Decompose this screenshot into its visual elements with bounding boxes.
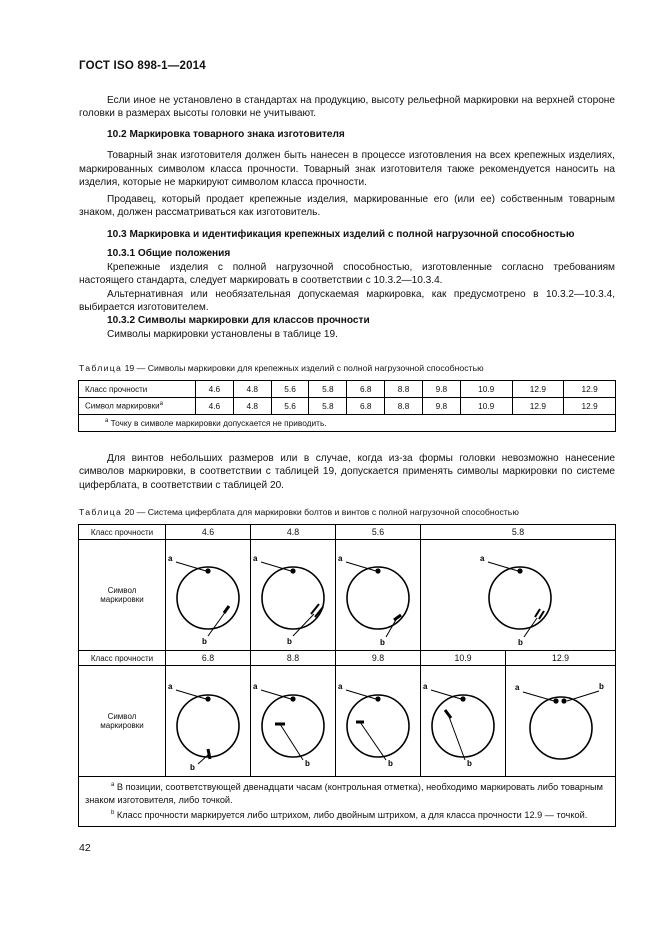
table-20-class-label-2: Класс прочности (79, 651, 166, 666)
table-19-class-cell: 5.6 (271, 381, 309, 398)
label-b: b (598, 682, 604, 691)
clock-diagram-6-8 (166, 666, 250, 774)
section-10-3-2-title: 10.3.2 Символы маркировки для классов прочности (107, 315, 370, 327)
clock-symbol-5-8 (421, 540, 616, 651)
section-10-3 (79, 228, 615, 341)
table-20-class-cell: 9.8 (336, 651, 421, 666)
label-b: b (380, 638, 385, 647)
table-20-class-cell: 6.8 (166, 651, 251, 666)
table-19-note (79, 415, 616, 432)
footnote-b-sup: b (111, 810, 115, 817)
label-a: a (338, 682, 343, 691)
table-19-class-row (79, 381, 616, 398)
clock-symbol-9-8 (336, 666, 421, 777)
clock-symbol-8-8 (251, 666, 336, 777)
table-20-symbol-label-line1: Символ (107, 712, 137, 721)
section-10-2-title: 10.2 Маркировка товарного знака изготовителя (107, 129, 345, 140)
clock-symbol-5-6 (336, 540, 421, 651)
section-10-2-paragraph-1: Товарный знак изготовителя должен быть нанесен в процессе изготовления на всех крепежных изделиях, маркированных символом класса прочности. Товарный знак изготовителя также рекомендуется наносить на изделия, которые не маркируют символом класса прочности. (79, 150, 615, 189)
label-a: a (253, 554, 258, 563)
table-19-class-cell: 12.9 (564, 381, 616, 398)
table-19-symbol-cell: 8.8 (385, 398, 423, 415)
clock-diagram-8-8 (251, 666, 335, 774)
table-20-class-cell: 10.9 (421, 651, 506, 666)
label-b: b (190, 763, 195, 772)
clock-diagram-4-6 (166, 540, 250, 648)
table-19-symbol-cell: 5.6 (271, 398, 309, 415)
document-header: ГОСТ ISO 898-1—2014 (79, 60, 206, 72)
table-19-class-cell: 10.9 (460, 381, 512, 398)
table-20-caption-text: 20 — Система циферблата для маркировки болтов и винтов с полной нагрузочной способностью (122, 507, 519, 517)
table-19-class-cell: 6.8 (347, 381, 385, 398)
intro-paragraph: Если иное не установлено в стандартах на продукцию, высоту рельефной маркировки на верхней стороне головки в размерах высоты головки не учитывают. (79, 95, 615, 120)
table-20-class-cell: 12.9 (506, 651, 616, 666)
label-b: b (202, 637, 207, 646)
label-a: a (480, 554, 485, 563)
table-20-footnotes (79, 777, 616, 827)
table-19-symbol-label (79, 398, 196, 415)
table-20 (78, 524, 616, 827)
table-20-symbol-label-line1: Символ (107, 586, 137, 595)
table-19-class-cell: 8.8 (385, 381, 423, 398)
table-20-class-cell: 5.8 (421, 525, 616, 540)
table-20-symbol-label-line2: маркировки (100, 595, 144, 604)
table-19-symbol-cell: 4.6 (196, 398, 234, 415)
table-19-class-cell: 12.9 (512, 381, 564, 398)
table-19-class-cell: 5.8 (309, 381, 347, 398)
label-a: a (168, 682, 173, 691)
table-19-note-row (79, 415, 616, 432)
footnote-a-text: В позиции, соответствующей двенадцати часам (контрольная отметка), необходимо маркировать либо товарным знаком изготовителя, либо точкой. (85, 782, 603, 806)
table-19-symbol-cell: 6.8 (347, 398, 385, 415)
table-19-class-cell: 4.6 (196, 381, 234, 398)
clock-diagram-5-8 (428, 540, 608, 648)
table-19-note-text: Точку в символе маркировки допускается не приводить. (108, 418, 327, 428)
section-10-2 (79, 128, 615, 219)
table-19-symbol-label-text: Символ маркировки (85, 401, 160, 411)
para-between-block (79, 452, 615, 492)
section-10-3-1-paragraph-2: Альтернативная или необязательная допускаемая маркировка, как предусмотрено в 10.3.2—10.3.4, выбирается изготовителем. (79, 288, 615, 314)
label-a: a (168, 554, 173, 563)
clock-symbol-10-9 (421, 666, 506, 777)
table-20-symbol-row-2 (79, 666, 616, 777)
table-19-symbol-cell: 12.9 (512, 398, 564, 415)
clock-symbol-4-8 (251, 540, 336, 651)
clock-diagram-10-9 (421, 666, 505, 774)
label-b: b (467, 759, 472, 768)
page-number: 42 (79, 842, 91, 854)
section-10-3-1-paragraph-1: Крепежные изделия с полной нагрузочной способностью, изготовленные согласно требованиям настоящего стандарта, следует маркировать в соответствии с 10.3.2—10.3.4. (79, 261, 615, 287)
table-19-class-label: Класс прочности (79, 381, 196, 398)
table-20-symbol-label-2 (79, 666, 166, 777)
label-a: a (253, 682, 258, 691)
clock-diagram-9-8 (336, 666, 420, 774)
intro-block (79, 94, 615, 121)
table-19-note-sup: a (105, 418, 109, 425)
label-b: b (305, 759, 310, 768)
table-20-class-label-1: Класс прочности (79, 525, 166, 540)
label-b: b (287, 637, 292, 646)
clock-symbol-6-8 (166, 666, 251, 777)
section-10-3-2-paragraph-1: Символы маркировки установлены в таблице 19. (107, 328, 338, 340)
label-a: a (514, 683, 519, 692)
clock-symbol-4-6 (166, 540, 251, 651)
table-20-class-cell: 5.6 (336, 525, 421, 540)
label-a: a (338, 554, 343, 563)
section-10-2-paragraph-2: Продавец, который продает крепежные изделия, маркированные его (или ее) собственным товарным знаком, должен рассматриваться как изготовитель. (79, 193, 615, 219)
table-20-footnotes-row (79, 777, 616, 827)
label-a: a (423, 682, 428, 691)
label-b: b (388, 759, 393, 768)
table-20-caption-prefix: Таблица (79, 507, 123, 517)
clock-diagram-4-8 (251, 540, 335, 648)
table-20-class-cell: 8.8 (251, 651, 336, 666)
table-19-symbol-label-sup: a (159, 401, 163, 408)
table-19-symbol-cell: 12.9 (564, 398, 616, 415)
table-19-symbol-cell: 10.9 (460, 398, 512, 415)
footnote-b (85, 807, 609, 822)
para-between: Для винтов небольших размеров или в случае, когда из-за формы головки невозможно нанесение символов маркировки, в соответствии с таблицей 19, допускается применять символы маркировки по системе циферблата, в соответствии с таблицей 20. (79, 453, 615, 491)
table-19-caption-prefix: Таблица (79, 363, 123, 373)
section-10-3-title: 10.3 Маркировка и идентификация крепежных изделий с полной нагрузочной способностью (107, 229, 575, 240)
table-20-class-cell: 4.6 (166, 525, 251, 540)
label-b: b (518, 638, 523, 647)
table-19-class-cell: 4.8 (233, 381, 271, 398)
table-20-class-row-1 (79, 525, 616, 540)
table-19-class-cell: 9.8 (422, 381, 460, 398)
table-19-symbol-cell: 9.8 (422, 398, 460, 415)
table-19-symbol-cell: 5.8 (309, 398, 347, 415)
clock-diagram-5-6 (336, 540, 420, 648)
table-20-class-row-2 (79, 651, 616, 666)
section-10-3-1-title: 10.3.1 Общие положения (107, 248, 231, 260)
table-20-symbol-row-1 (79, 540, 616, 651)
table-20-symbol-label-line2: маркировки (100, 721, 144, 730)
clock-diagram-12-9 (511, 666, 611, 774)
table-19-caption-text: 19 — Символы маркировки для крепежных изделий с полной нагрузочной способностью (122, 363, 484, 373)
table-20-class-cell: 4.8 (251, 525, 336, 540)
table-20-symbol-label-1 (79, 540, 166, 651)
clock-symbol-12-9 (506, 666, 616, 777)
table-19 (78, 380, 616, 432)
table-19-symbol-row (79, 398, 616, 415)
table-20-caption (79, 507, 619, 517)
table-19-symbol-cell: 4.8 (233, 398, 271, 415)
footnote-a-sup: a (111, 782, 115, 788)
footnote-a (85, 779, 609, 807)
footnote-b-text: Класс прочности маркируется либо штрихом, либо двойным штрихом, а для класса прочности 12.9 — точкой. (114, 810, 588, 821)
table-19-caption (79, 363, 619, 373)
